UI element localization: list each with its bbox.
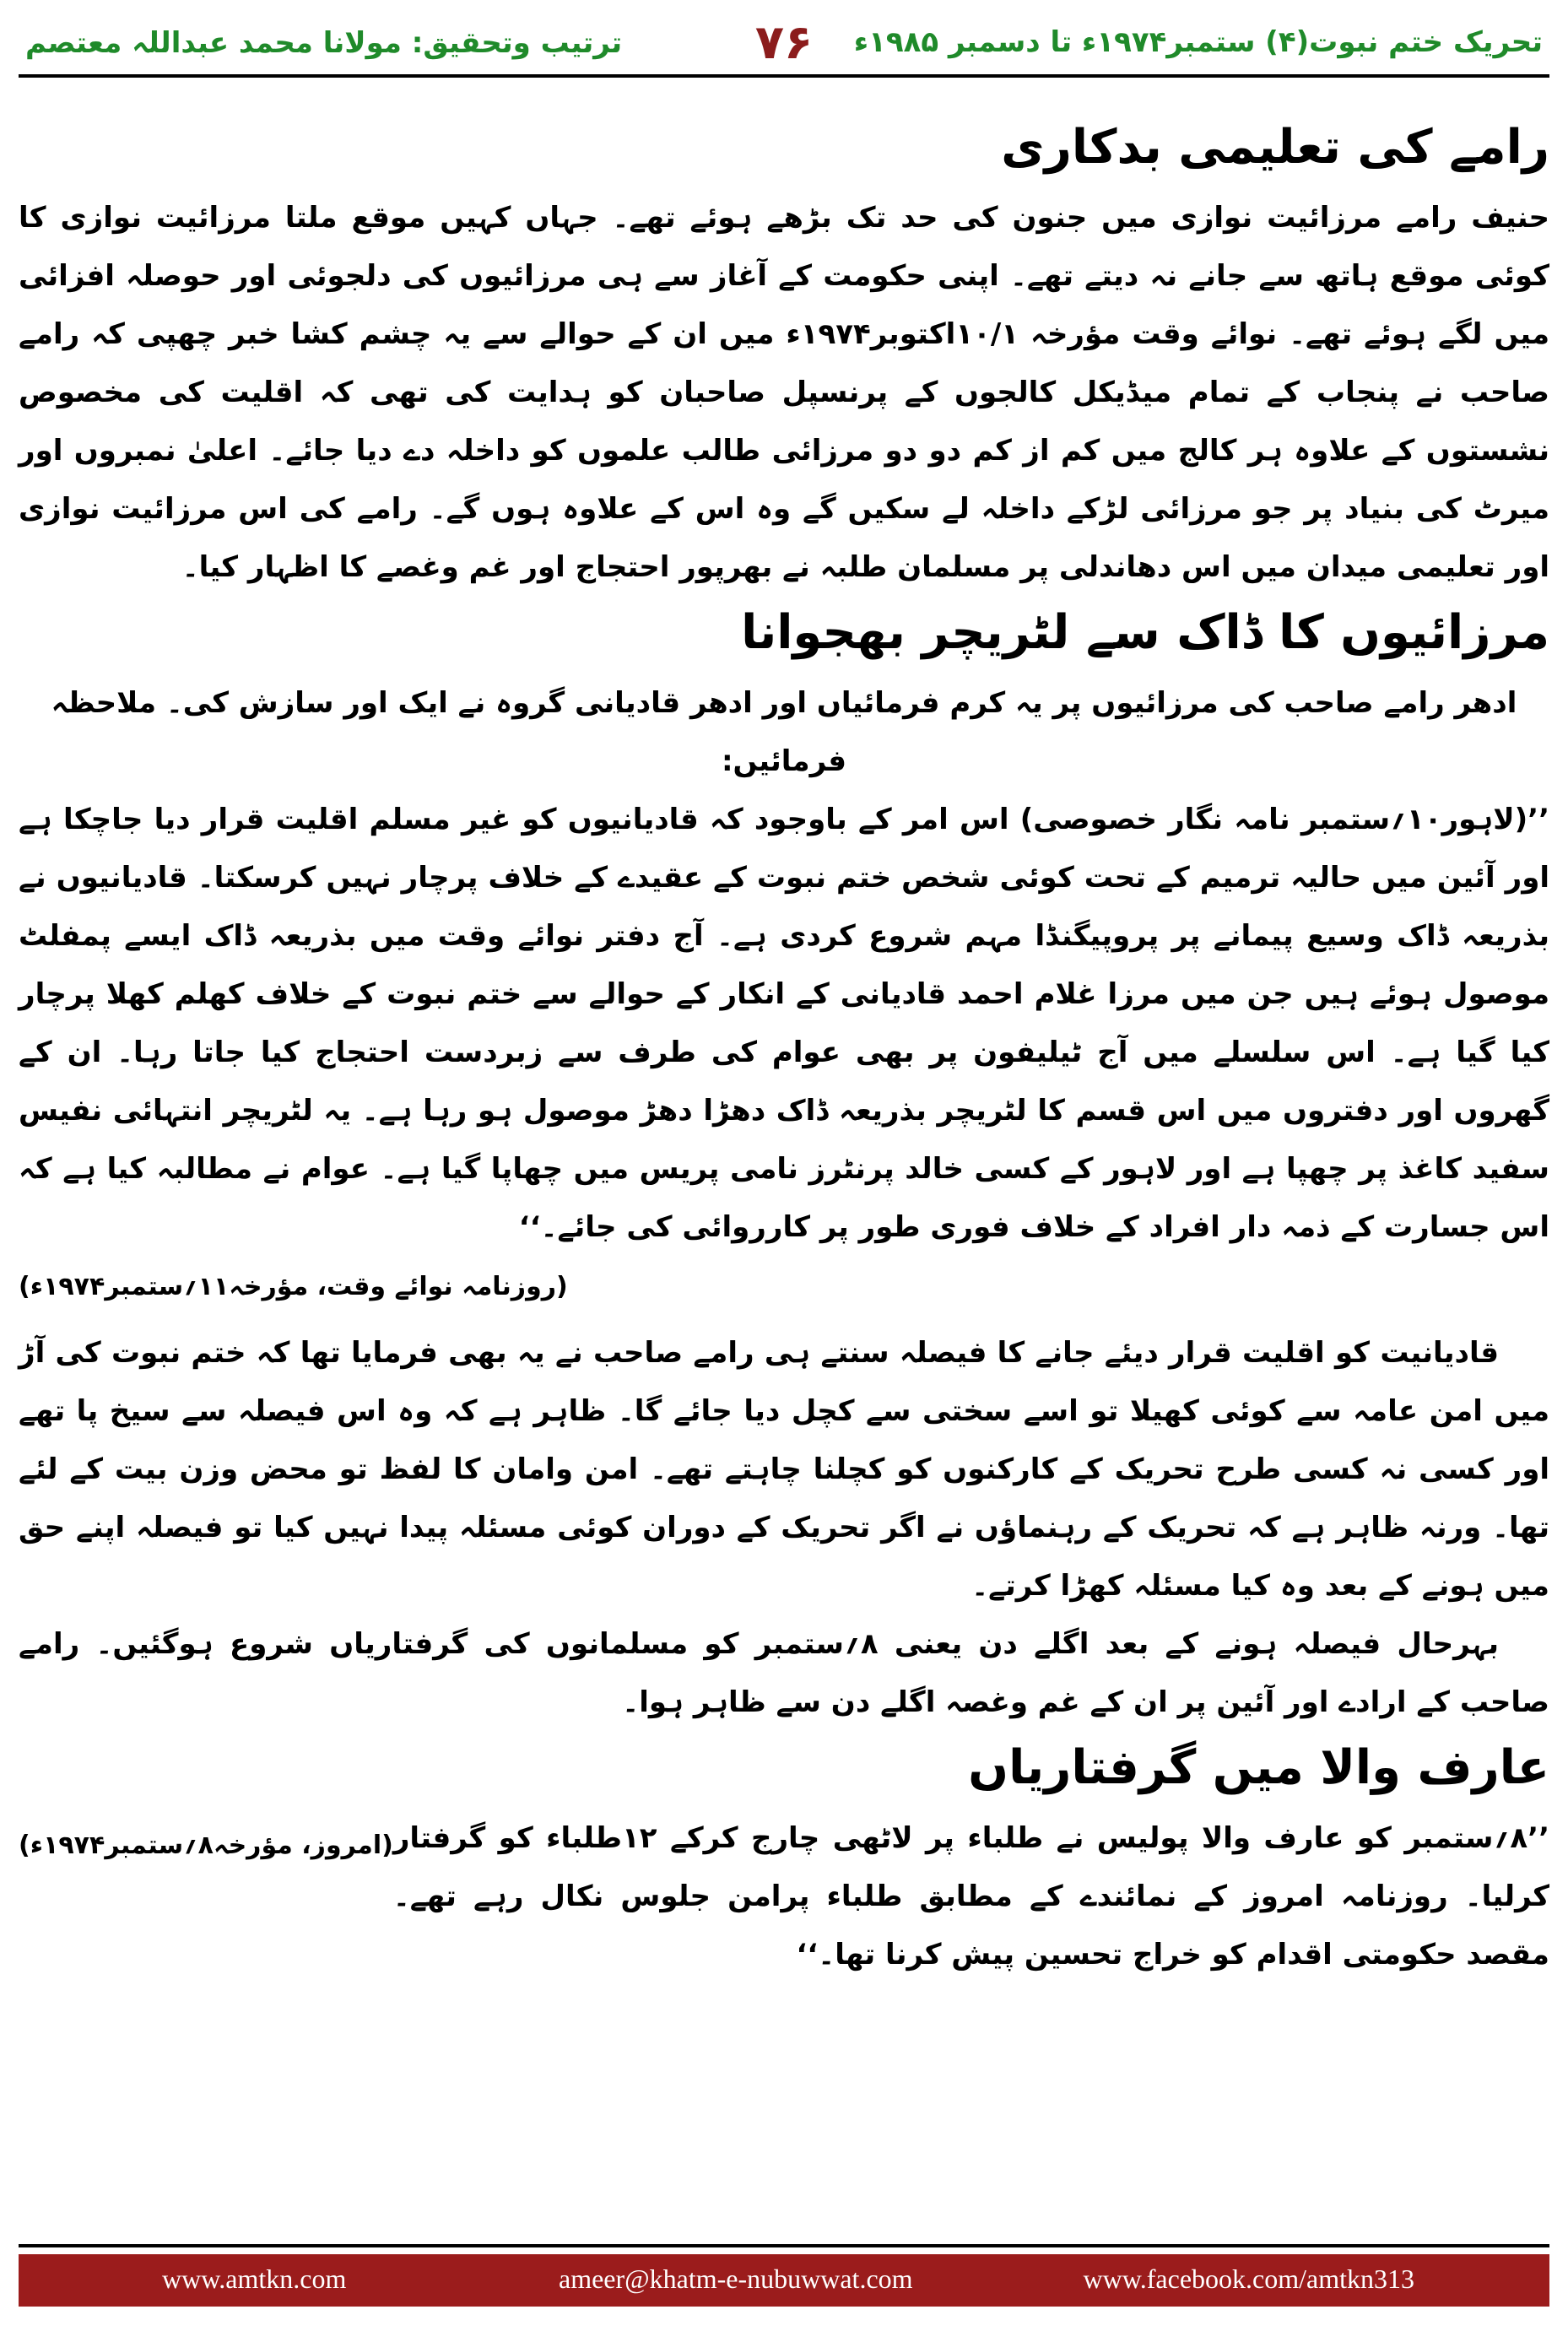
section-3-quote [19, 1809, 1549, 1984]
section-2-citation: (روزنامہ نوائے وقت، مؤرخہ۱۱؍ستمبر۱۹۷۴ء) [19, 1272, 568, 1301]
section-heading-1: رامے کی تعلیمی بدکاری [1001, 120, 1549, 175]
page-number: ۷۶ [754, 15, 814, 70]
section-3-quote-text: ’’۸؍ستمبر کو عارف والا پولیس نے طلباء پر لاٹھی چارج کرکے ۱۲طلباء کو گرفتار کرلیا۔ روزنامہ امروز کے نمائندے کے مطابق طلباء پرامن جلوس نکال رہے تھے۔ مقصد حکومتی اقدام کو خراج تحسین پیش کرنا تھا۔‘‘ [392, 1821, 1549, 1971]
compiler-credit: ترتیب وتحقیق: مولانا محمد عبداللہ معتصم [25, 26, 623, 60]
section-heading-2: مرزائیوں کا ڈاک سے لٹریچر بھجوانا [741, 605, 1549, 660]
section-heading-3: عارف والا میں گرفتاریاں [968, 1740, 1549, 1795]
facebook-link[interactable]: www.facebook.com/amtkn313 [1083, 2264, 1414, 2294]
section-2-paragraph-2: بہرحال فیصلہ ہونے کے بعد اگلے دن یعنی ۸؍ستمبر کو مسلمانوں کی گرفتاریاں شروع ہوگئیں۔ رامے صاحب کے ارادے اور آئین پر ان کے غم وغصہ اگلے دن سے ظاہر ہوا۔ [19, 1627, 1549, 1719]
footer-divider [19, 2244, 1549, 2247]
section-1-paragraph: حنیف رامے مرزائیت نوازی میں جنون کی حد تک بڑھے ہوئے تھے۔ جہاں کہیں موقع ملتا مرزائیت نوازی کا کوئی موقع ہاتھ سے جانے نہ دیتے تھے۔ اپنی حکومت کے آغاز سے ہی مرزائیوں کی دلجوئی اور حوصلہ افزائی میں لگے ہوئے تھے۔ نوائے وقت مؤرخہ ۱۰/۱اکتوبر۱۹۷۴ء میں ان کے حوالے سے یہ چشم کشا خبر چھپی کہ رامے صاحب نے پنجاب کے تمام میڈیکل کالجوں کے پرنسپل صاحبان کو ہدایت کی تھی کہ اقلیت کی مخصوص نشستوں کے علاوہ ہر کالج میں کم از کم دو دو مرزائی طالب علموں کو داخلہ دے دیا جائے۔ اعلیٰ نمبروں اور میرٹ کی بنیاد پر جو مرزائی لڑکے داخلہ لے سکیں گے وہ اس کے علاوہ ہوں گے۔ رامے کی اس مرزائیت نوازی اور تعلیمی میدان میں اس دھاندلی پر مسلمان طلبہ نے بھرپور احتجاج اور غم وغصے کا اظہار کیا۔ [19, 201, 1549, 584]
email-link[interactable]: ameer@khatm-e-nubuwwat.com [559, 2264, 913, 2294]
article-body [19, 118, 1549, 2215]
section-3-citation: (امروز، مؤرخہ۸؍ستمبر۱۹۷۴ء) [19, 1831, 393, 1860]
section-2-intro: ادھر رامے صاحب کی مرزائیوں پر یہ کرم فرمائیاں اور ادھر قادیانی گروہ نے ایک اور سازش کی۔ ملاحظہ فرمائیں: [51, 686, 1517, 778]
website-link[interactable]: www.amtkn.com [162, 2264, 347, 2294]
section-2-paragraph-1: قادیانیت کو اقلیت قرار دیئے جانے کا فیصلہ سنتے ہی رامے صاحب نے یہ بھی فرمایا تھا کہ ختم نبوت کی آڑ میں امن عامہ سے کوئی کھیلا تو اسے سختی سے کچل دیا جائے گا۔ ظاہر ہے کہ وہ اس فیصلہ سے سیخ پا تھے اور کسی نہ کسی طرح تحریک کے کارکنوں کو کچلنا چاہتے تھے۔ امن وامان کا لفظ تو محض وزن بیت کے لئے تھا۔ ورنہ ظاہر ہے کہ تحریک کے رہنماؤں نے اگر تحریک کے دوران کوئی مسئلہ پیدا نہیں کیا تو فیصلہ اپنے حق میں ہونے کے بعد وہ کیا مسئلہ کھڑا کرتے۔ [19, 1336, 1549, 1603]
page-header [25, 15, 1543, 74]
series-title: تحریک ختم نبوت(۴) ستمبر۱۹۷۴ء تا دسمبر ۱۹۸۵ء [853, 25, 1543, 59]
header-divider [19, 74, 1549, 78]
page-footer [19, 2254, 1549, 2307]
section-2-quote: ’’(لاہور۱۰؍ستمبر نامہ نگار خصوصی) اس امر کے باوجود کہ قادیانیوں کو غیر مسلم اقلیت قرار دیا جاچکا ہے اور آئین میں حالیہ ترمیم کے تحت کوئی شخص ختم نبوت کے عقیدے کے خلاف پرچار نہیں کرسکتا۔ قادیانیوں نے بذریعہ ڈاک وسیع پیمانے پر پروپیگنڈا مہم شروع کردی ہے۔ آج دفتر نوائے وقت میں بذریعہ ڈاک ایسے پمفلٹ موصول ہوئے ہیں جن میں مرزا غلام احمد قادیانی کے انکار کے حوالے سے ختم نبوت کے خلاف کھلم کھلا پرچار کیا گیا ہے۔ اس سلسلے میں آج ٹیلیفون پر بھی عوام کی طرف سے زبردست احتجاج کیا جاتا رہا۔ ان کے گھروں اور دفتروں میں اس قسم کا لٹریچر بذریعہ ڈاک دھڑا دھڑ موصول ہو رہا ہے۔ یہ لٹریچر انتہائی نفیس سفید کاغذ پر چھپا ہے اور لاہور کے کسی خالد پرنٹرز نامی پریس میں چھاپا گیا ہے۔ عوام نے مطالبہ کیا ہے کہ اس جسارت کے ذمہ دار افراد کے خلاف فوری طور پر کارروائی کی جائے۔‘‘ [19, 803, 1549, 1244]
